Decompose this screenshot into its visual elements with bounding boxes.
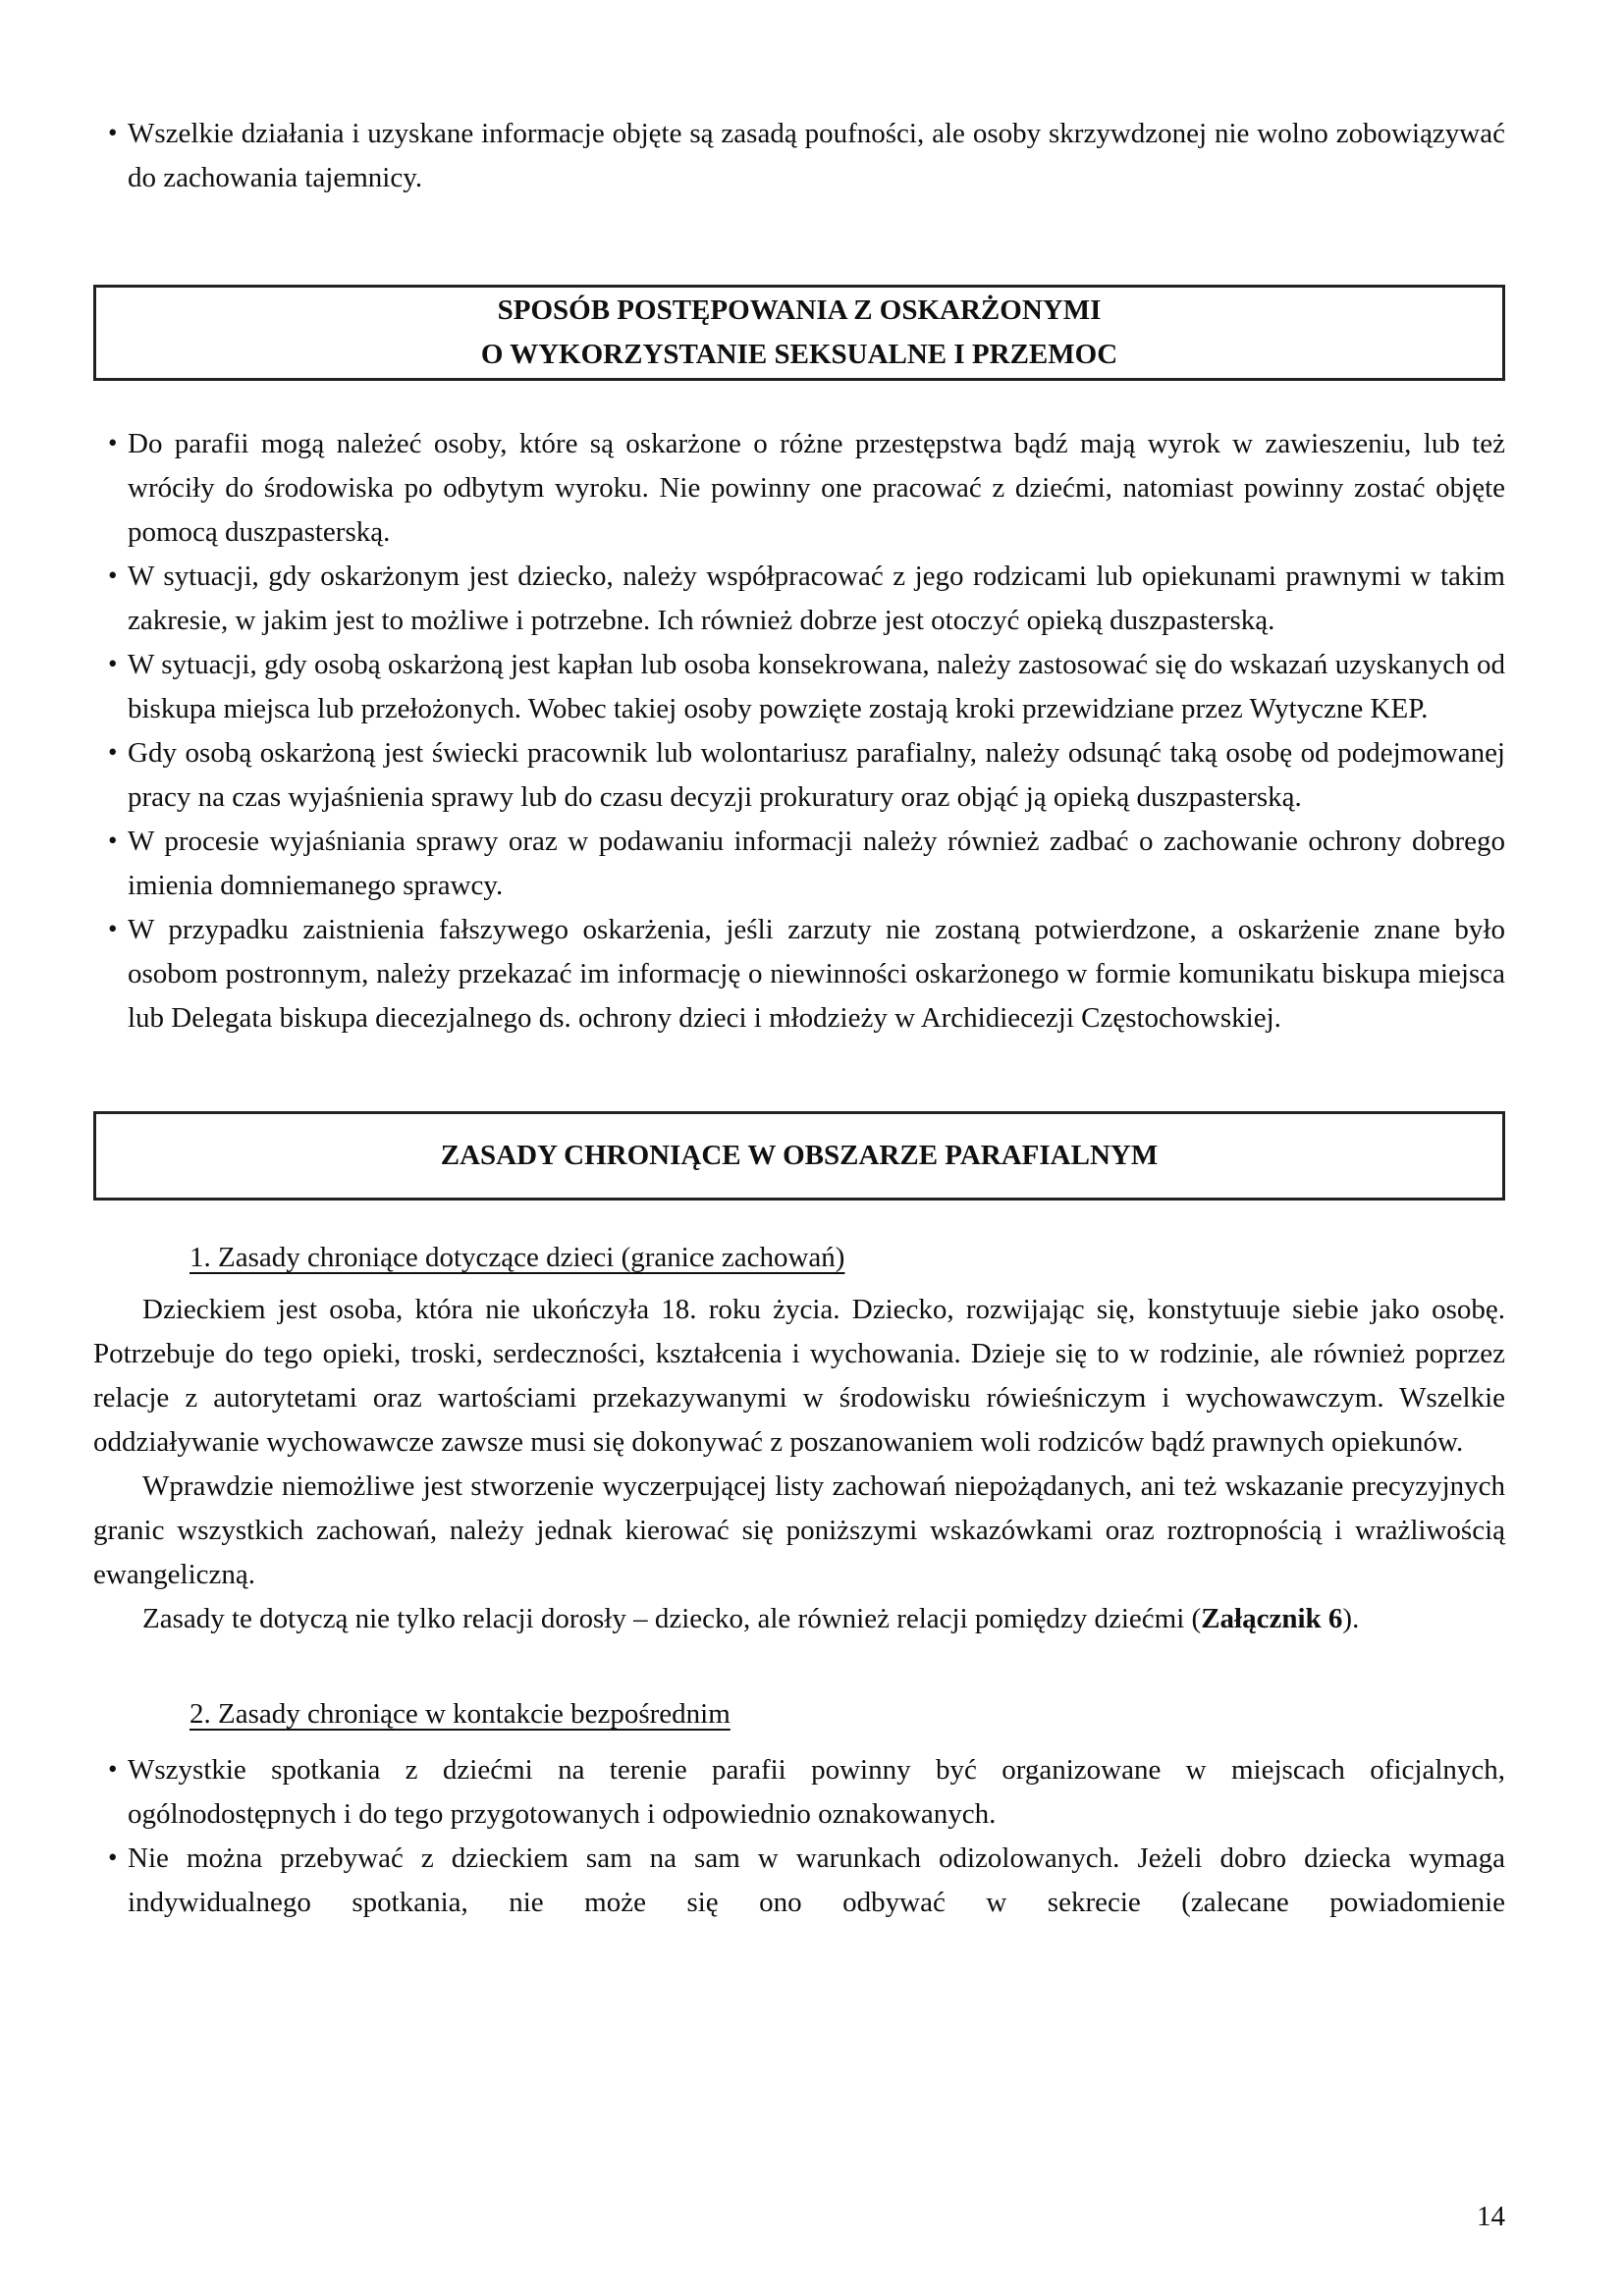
subsection-heading-1: 1. Zasady chroniące dotyczące dzieci (granice zachowań) <box>189 1242 845 1273</box>
list-item <box>93 908 1505 1041</box>
bullet-icon: • <box>108 561 118 590</box>
list-item <box>93 422 1505 555</box>
section-title-line-1: SPOSÓB POSTĘPOWANIA Z OSKARŻONYMI <box>497 294 1102 326</box>
subsection-heading-2: 2. Zasady chroniące w kontakcie bezpośrednim <box>189 1698 731 1730</box>
page-number: 14 <box>1477 2201 1505 2232</box>
section-heading-box-zasady <box>93 1111 1505 1201</box>
bullet-text: Gdy osobą oskarżoną jest świecki pracownik lub wolontariusz parafialny, należy odsunąć taką osobę od podejmowanej pracy na czas wyjaśnienia sprawy lub do czasu decyzji prokuratury oraz objąć ją opieką duszpasterską. <box>128 737 1505 813</box>
bullet-text: Nie można przebywać z dzieckiem sam na sam w warunkach odizolowanych. Jeżeli dobro dziecka wymaga indywidualnego spotkania, nie może się ono odbywać w sekrecie (zalecane powiadomienie <box>128 1842 1505 1918</box>
paragraph: Dzieckiem jest osoba, która nie ukończyła 18. roku życia. Dziecko, rozwijając się, konstytuuje siebie jako osobę. Potrzebuje do tego opieki, troski, serdeczności, kształcenia i wychowania. Dzieje się to w rodzinie, ale również poprzez relacje z autorytetami oraz wartościami przekazywanymi w środowisku rówieśniczym i wychowawczym. Wszelkie oddziaływanie wychowawcze zawsze musi się dokonywać z poszanowaniem woli rodziców bądź prawnych opiekunów. <box>93 1294 1505 1458</box>
bullet-list-kontakt <box>93 1748 1505 1925</box>
list-item <box>93 1748 1505 1837</box>
zalacznik-reference: Załącznik 6 <box>1201 1603 1343 1634</box>
list-item <box>93 820 1505 908</box>
section-title-line-2: O WYKORZYSTANIE SEKSUALNE I PRZEMOC <box>480 339 1118 370</box>
bullet-list-oskarzeni <box>93 422 1505 1041</box>
list-item <box>93 112 1505 200</box>
list-item <box>93 1837 1505 1925</box>
paragraph-text: ). <box>1342 1603 1360 1634</box>
bullet-text: Do parafii mogą należeć osoby, które są oskarżone o różne przestępstwa bądź mają wyrok w zawieszeniu, lub też wróciły do środowiska po odbytym wyroku. Nie powinny one pracować z dziećmi, natomiast powinny zostać objęte pomocą duszpasterską. <box>128 428 1505 548</box>
bullet-icon: • <box>108 826 118 855</box>
bullet-icon: • <box>108 1842 118 1872</box>
bullet-icon: • <box>108 737 118 767</box>
list-item <box>93 643 1505 731</box>
bullet-icon: • <box>108 914 118 943</box>
bullet-icon: • <box>108 118 118 147</box>
section-heading-box-oskarzeni <box>93 285 1505 381</box>
paragraph: Wprawdzie niemożliwe jest stworzenie wyczerpującej listy zachowań niepożądanych, ani też wskazanie precyzyjnych granic wszystkich zachowań, należy jednak kierować się poniższymi wskazówkami oraz roztropnością i wrażliwością ewangeliczną. <box>93 1470 1505 1590</box>
bullet-icon: • <box>108 1754 118 1784</box>
paragraph-text: Zasady te dotyczą nie tylko relacji dorosły – dziecko, ale również relacji pomiędzy dziećmi ( <box>142 1603 1202 1634</box>
bullet-text: Wszystkie spotkania z dziećmi na terenie parafii powinny być organizowane w miejscach oficjalnych, ogólnodostępnych i do tego przygotowanych i odpowiednio oznakowanych. <box>128 1754 1505 1830</box>
section-title: ZASADY CHRONIĄCE W OBSZARZE PARAFIALNYM <box>440 1140 1159 1171</box>
bullet-icon: • <box>108 649 118 678</box>
bullet-text: W sytuacji, gdy osobą oskarżoną jest kapłan lub osoba konsekrowana, należy zastosować się do wskazań uzyskanych od biskupa miejsca lub przełożonych. Wobec takiej osoby powzięte zostają kroki przewidziane przez Wytyczne KEP. <box>128 649 1505 724</box>
bullet-text: W przypadku zaistnienia fałszywego oskarżenia, jeśli zarzuty nie zostaną potwierdzone, a oskarżenie znane było osobom postronnym, należy przekazać im informację o niewinności oskarżonego w formie komunikatu biskupa miejsca lub Delegata biskupa diecezjalnego ds. ochrony dzieci i młodzieży w Archidiecezji Częstochowskiej. <box>128 914 1505 1034</box>
bullet-text: W sytuacji, gdy oskarżonym jest dziecko, należy współpracować z jego rodzicami lub opiekunami prawnymi w takim zakresie, w jakim jest to możliwe i potrzebne. Ich również dobrze jest otoczyć opieką duszpasterską. <box>128 561 1505 636</box>
list-item <box>93 731 1505 820</box>
bullet-text: W procesie wyjaśniania sprawy oraz w podawaniu informacji należy również zadbać o zachowanie ochrony dobrego imienia domniemanego sprawcy. <box>128 826 1505 901</box>
list-item <box>93 555 1505 643</box>
paragraph <box>93 1597 1505 1641</box>
intro-bullet-text: Wszelkie działania i uzyskane informacje objęte są zasadą poufności, ale osoby skrzywdzonej nie wolno zobowiązywać do zachowania tajemnicy. <box>128 118 1505 193</box>
bullet-icon: • <box>108 428 118 457</box>
